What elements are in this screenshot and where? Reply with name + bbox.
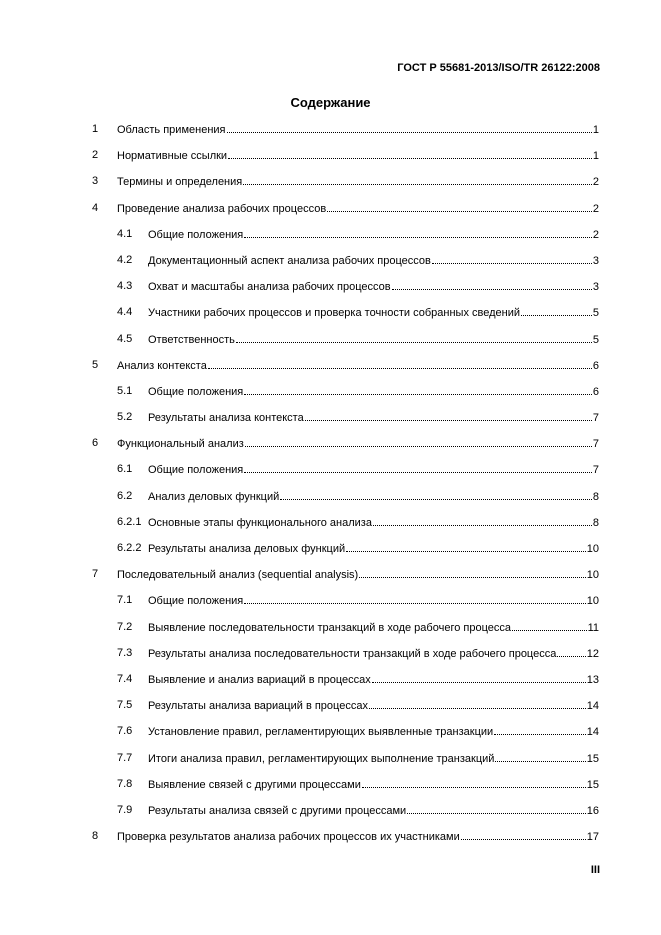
toc-entry-number: 6.1 xyxy=(117,463,133,476)
toc-entry-page: 7 xyxy=(592,412,599,425)
toc-entry-number: 4.4 xyxy=(117,306,133,319)
toc-entry[interactable] xyxy=(92,122,599,148)
toc-entry-label: Основные этапы функционального анализа xyxy=(148,516,372,529)
toc-entry-number: 7.6 xyxy=(117,725,133,738)
toc-entry-number: 7.9 xyxy=(117,803,133,816)
toc-leader-dots xyxy=(362,777,586,788)
toc-entry-page: 16 xyxy=(586,804,599,817)
toc-entry-number: 5 xyxy=(92,358,99,371)
toc-entry-page: 14 xyxy=(586,726,599,739)
toc-entry-page: 7 xyxy=(592,464,599,477)
toc-entry-page: 3 xyxy=(592,281,599,294)
toc-entry-label: Установление правил, регламентирующих выявленные транзакции xyxy=(148,726,494,739)
toc-entry-page: 15 xyxy=(586,778,599,791)
toc-leader-dots xyxy=(521,305,592,316)
toc-entry-label: Последовательный анализ (sequential analysis) xyxy=(117,569,359,582)
toc-entry-number: 1 xyxy=(92,123,99,135)
toc-entry-number: 7.2 xyxy=(117,620,133,633)
toc-entry-label: Результаты анализа вариаций в процессах xyxy=(148,700,368,713)
toc-entry-number: 6.2.2 xyxy=(117,542,142,554)
toc-entry-page: 12 xyxy=(586,647,599,660)
toc-entry-label: Выявление последовательности транзакций в ходе рабочего процесса xyxy=(148,621,511,634)
toc-entry-number: 7.5 xyxy=(117,699,133,712)
toc-entry-number: 3 xyxy=(92,175,99,188)
toc-leader-dots xyxy=(372,672,586,683)
toc-leader-dots xyxy=(512,620,587,631)
toc-entry-number: 7.8 xyxy=(117,777,133,790)
toc-entry-label: Результаты анализа связей с другими процессами xyxy=(148,804,407,817)
toc-entry-page: 6 xyxy=(592,359,599,372)
toc-entry-label: Документационный аспект анализа рабочих процессов xyxy=(148,254,431,267)
toc-entry[interactable] xyxy=(92,201,599,227)
toc-entry-page: 10 xyxy=(586,543,599,555)
toc-entry[interactable] xyxy=(92,332,599,358)
toc-leader-dots xyxy=(495,751,585,762)
toc-entry-number: 7 xyxy=(92,568,99,581)
document-header: ГОСТ Р 55681-2013/ISO/TR 26122:2008 xyxy=(397,62,600,74)
toc-entry-page: 1 xyxy=(592,124,599,136)
toc-entry[interactable] xyxy=(92,541,599,567)
toc-entry-page: 10 xyxy=(586,595,599,608)
toc-entry-page: 14 xyxy=(586,700,599,713)
toc-entry-number: 7.3 xyxy=(117,646,133,659)
toc-leader-dots xyxy=(461,829,586,840)
toc-entry-number: 8 xyxy=(92,830,99,843)
toc-entry-label: Общие положения xyxy=(148,385,244,398)
toc-entry-label: Проверка результатов анализа рабочих процессов их участниками xyxy=(117,831,460,844)
toc-leader-dots xyxy=(227,122,592,133)
toc-entry-number: 6 xyxy=(92,437,99,450)
toc-entry-page: 1 xyxy=(592,150,599,163)
toc-leader-dots xyxy=(244,462,592,473)
toc-entry-label: Выявление связей с другими процессами xyxy=(148,778,361,791)
toc-entry[interactable] xyxy=(92,515,599,541)
toc-entry[interactable] xyxy=(92,593,599,619)
toc-entry-page: 15 xyxy=(586,752,599,765)
toc-leader-dots xyxy=(243,174,592,185)
toc-entry-label: Результаты анализа последовательности транзакций в ходе рабочего процесса xyxy=(148,647,557,660)
toc-entry[interactable] xyxy=(92,384,599,410)
toc-leader-dots xyxy=(244,593,586,604)
toc-entry-number: 4.2 xyxy=(117,253,133,266)
toc-entry-label: Результаты анализа деловых функций xyxy=(148,543,346,555)
toc-entry-label: Анализ деловых функций xyxy=(148,490,280,503)
toc-entry-number: 5.2 xyxy=(117,411,133,424)
toc-entry-label: Функциональный анализ xyxy=(117,438,244,451)
toc-entry-label: Участники рабочих процессов и проверка точности собранных сведений xyxy=(148,307,520,320)
toc-entry-number: 5.1 xyxy=(117,384,133,397)
toc-leader-dots xyxy=(208,358,592,369)
toc-entry[interactable] xyxy=(92,751,599,777)
toc-entry[interactable] xyxy=(92,462,599,488)
toc-entry-page: 8 xyxy=(592,490,599,503)
toc-entry-page: 3 xyxy=(592,254,599,267)
toc-entry[interactable] xyxy=(92,803,599,829)
toc-leader-dots xyxy=(228,148,592,159)
toc-entry-number: 4.3 xyxy=(117,280,133,293)
toc-entry-number: 7.7 xyxy=(117,751,133,764)
toc-entry[interactable] xyxy=(92,227,599,253)
toc-entry-label: Выявление и анализ вариаций в процессах xyxy=(148,673,371,686)
toc-entry[interactable] xyxy=(92,279,599,305)
toc-leader-dots xyxy=(327,201,592,212)
toc-entry-label: Нормативные ссылки xyxy=(117,150,228,163)
toc-leader-dots xyxy=(346,541,586,552)
toc-leader-dots xyxy=(432,253,592,264)
toc-entry-number: 4.1 xyxy=(117,227,133,240)
toc-entry[interactable] xyxy=(92,436,599,462)
toc-entry-label: Результаты анализа контекста xyxy=(148,412,304,425)
toc-entry[interactable] xyxy=(92,567,599,593)
toc-entry-page: 2 xyxy=(592,176,599,189)
toc-leader-dots xyxy=(407,803,586,814)
page-title: Содержание xyxy=(290,95,371,110)
toc-entry[interactable] xyxy=(92,253,599,279)
toc-entry-page: 5 xyxy=(592,333,599,346)
toc-entry[interactable] xyxy=(92,620,599,646)
toc-entry-page: 6 xyxy=(592,385,599,398)
toc-entry[interactable] xyxy=(92,410,599,436)
toc-leader-dots xyxy=(369,698,586,709)
toc-entry[interactable] xyxy=(92,174,599,200)
toc-entry-label: Общие положения xyxy=(148,464,244,477)
toc-leader-dots xyxy=(359,567,586,578)
toc-entry[interactable] xyxy=(92,698,599,724)
toc-entry-number: 2 xyxy=(92,149,99,162)
toc-entry-number: 7.1 xyxy=(117,594,133,607)
toc-entry-page: 10 xyxy=(586,569,599,582)
toc-entry[interactable] xyxy=(92,148,599,174)
toc-leader-dots xyxy=(244,227,592,238)
toc-entry-number: 4.5 xyxy=(117,332,133,345)
toc-leader-dots xyxy=(494,724,586,735)
toc-entry[interactable] xyxy=(92,489,599,515)
toc-leader-dots xyxy=(280,489,592,500)
toc-entry-label: Анализ контекста xyxy=(117,359,207,372)
toc-entry-number: 6.2 xyxy=(117,489,133,502)
toc-entry-page: 8 xyxy=(592,516,599,529)
toc-entry-page: 11 xyxy=(587,621,599,634)
toc-entry-label: Проведение анализа рабочих процессов xyxy=(117,202,327,215)
toc-entry-label: Ответственность xyxy=(148,333,235,346)
toc-entry-page: 7 xyxy=(592,438,599,451)
toc-entry-page: 17 xyxy=(586,831,599,844)
toc-entry-label: Охват и масштабы анализа рабочих процессов xyxy=(148,281,391,294)
toc-entry[interactable] xyxy=(92,646,599,672)
toc-entry[interactable] xyxy=(92,829,599,855)
toc-entry[interactable] xyxy=(92,305,599,331)
toc-entry[interactable] xyxy=(92,358,599,384)
toc-entry-label: Общие положения xyxy=(148,228,244,241)
toc-entry-label: Итоги анализа правил, регламентирующих выполнение транзакций xyxy=(148,752,495,765)
toc-entry-number: 6.2.1 xyxy=(117,515,142,528)
toc-leader-dots xyxy=(373,515,592,526)
table-of-contents xyxy=(92,122,599,855)
toc-entry-page: 5 xyxy=(592,307,599,320)
toc-entry-number: 4 xyxy=(92,201,99,214)
toc-entry-page: 2 xyxy=(592,228,599,241)
toc-leader-dots xyxy=(245,436,592,447)
toc-entry[interactable] xyxy=(92,777,599,803)
page-number: III xyxy=(590,864,600,876)
toc-entry-page: 2 xyxy=(592,202,599,215)
toc-entry[interactable] xyxy=(92,724,599,750)
toc-leader-dots xyxy=(305,410,592,421)
toc-leader-dots xyxy=(244,384,592,395)
toc-entry-number: 7.4 xyxy=(117,672,133,685)
toc-leader-dots xyxy=(236,332,592,343)
toc-leader-dots xyxy=(392,279,592,290)
toc-entry-page: 13 xyxy=(586,673,599,686)
toc-leader-dots xyxy=(557,646,585,657)
toc-entry-label: Общие положения xyxy=(148,595,244,608)
toc-entry-label: Область применения xyxy=(117,124,226,136)
toc-entry[interactable] xyxy=(92,672,599,698)
toc-entry-label: Термины и определения xyxy=(117,176,243,189)
